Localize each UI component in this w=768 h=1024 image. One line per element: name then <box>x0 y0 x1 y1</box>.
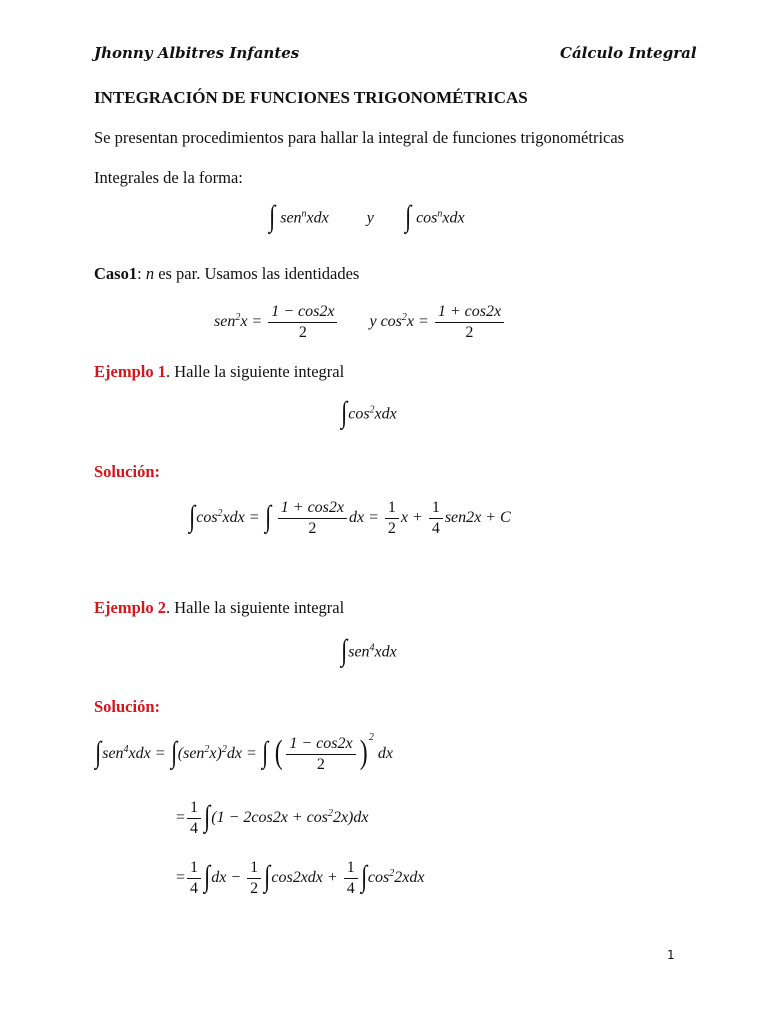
func-cos: cos <box>380 313 402 331</box>
author-header: Jhonny Albitres Infantes <box>94 44 300 62</box>
numerator: 1 <box>187 798 201 819</box>
exp-n: n <box>437 208 443 220</box>
func-sen: sen <box>214 313 236 331</box>
course-header: Cálculo Integral <box>560 44 697 62</box>
term-c-rest: 2xdx <box>394 869 425 887</box>
func-cos: cos <box>367 869 390 887</box>
denominator: 2 <box>308 520 317 537</box>
solucion2-line3 <box>176 858 424 899</box>
body: (1 − 2cos2x + cos <box>211 809 328 827</box>
caso1-text: es par. Usamos las identidades <box>154 264 360 283</box>
caso1-label: Caso1 <box>94 264 138 283</box>
func-sen: sen <box>102 745 124 763</box>
caso1-var: n <box>145 264 155 283</box>
ejemplo1-text: . Halle la siguiente integral <box>165 362 345 381</box>
rest: xdx = <box>128 745 166 763</box>
dx-equals: dx = <box>226 745 257 763</box>
page-title: INTEGRACIÓN DE FUNCIONES TRIGONOMÉTRICAS <box>94 88 528 107</box>
func-cos: cos <box>196 509 218 527</box>
conj-y: y <box>366 209 374 227</box>
fraction-half <box>385 498 399 539</box>
fraction <box>278 498 347 539</box>
integral-sign: ∫ <box>404 200 412 233</box>
diff-xdx: xdx <box>442 209 465 227</box>
term-a: dx − <box>211 869 242 887</box>
denominator: 4 <box>346 880 355 897</box>
form-label: Integrales de la forma: <box>94 168 243 187</box>
solucion2-line2 <box>176 798 368 839</box>
integral-sign: ∫ <box>264 859 271 893</box>
x-equals: x = <box>240 313 263 331</box>
fraction <box>268 302 337 343</box>
solucion2-label: Solución: <box>94 697 161 716</box>
exp: 2 <box>389 867 395 879</box>
lhs-rest: xdx = <box>222 509 260 527</box>
x-equals: x = <box>406 313 429 331</box>
denominator: 4 <box>190 820 199 837</box>
integral-sign: ∫ <box>264 499 271 533</box>
numerator: 1 + cos2x <box>278 498 347 519</box>
integral-sign: ∫ <box>261 735 268 769</box>
term-b: cos2xdx + <box>271 869 338 887</box>
tail: sen2x + C <box>444 509 511 527</box>
exp: 2 <box>368 731 374 743</box>
numerator: 1 <box>187 858 201 879</box>
solucion1-equation <box>188 498 511 539</box>
exp-n: n <box>301 208 307 220</box>
numerator: 1 <box>385 498 399 519</box>
dx-equals: dx = <box>349 509 379 527</box>
diff-xdx: xdx <box>374 405 397 423</box>
exp: 2 <box>327 807 333 819</box>
denominator: 4 <box>190 880 199 897</box>
numerator: 1 − cos2x <box>268 302 337 323</box>
form-equation <box>268 200 465 234</box>
equals: = <box>176 809 186 827</box>
intro-text: Se presentan procedimientos para hallar la integral de funciones trigonométricas <box>94 128 625 147</box>
numerator: 1 <box>247 858 261 879</box>
func-sen: sen <box>348 643 370 661</box>
denominator: 2 <box>387 520 396 537</box>
fraction <box>435 302 504 343</box>
dx: dx <box>377 745 393 763</box>
diff-xdx: xdx <box>306 209 329 227</box>
x-plus: x + <box>400 509 423 527</box>
denominator: 4 <box>431 520 440 537</box>
fraction-quarter <box>429 498 443 539</box>
ejemplo2-line <box>94 598 344 618</box>
numerator: 1 + cos2x <box>435 302 504 323</box>
conj-y: y <box>369 313 377 331</box>
equals: = <box>176 869 186 887</box>
ejemplo1-line <box>94 362 344 382</box>
ejemplo2-text: . Halle la siguiente integral <box>165 598 345 617</box>
fraction <box>187 858 201 899</box>
integral-sign: ∫ <box>269 200 276 233</box>
integral-sign: ∫ <box>189 499 196 533</box>
right-paren: ) <box>359 733 368 771</box>
exp: 4 <box>123 743 129 755</box>
integral-sign: ∫ <box>204 799 211 833</box>
denominator: 2 <box>250 880 259 897</box>
exp: 2 <box>221 743 227 755</box>
fraction <box>344 858 358 899</box>
solucion1-label: Solución: <box>94 462 161 481</box>
integral-sign: ∫ <box>204 859 211 893</box>
fraction <box>286 734 355 775</box>
ejemplo2-label: Ejemplo 2 <box>94 598 166 617</box>
ejemplo1-label: Ejemplo 1 <box>94 362 166 381</box>
integral-sign: ∫ <box>341 634 348 667</box>
integral-sign: ∫ <box>170 735 177 769</box>
fraction <box>247 858 261 899</box>
denominator: 2 <box>465 324 474 341</box>
denominator: 2 <box>298 324 307 341</box>
integral-sign: ∫ <box>341 396 348 429</box>
ejemplo2-integral <box>340 634 397 668</box>
exp-2: 2 <box>235 311 241 323</box>
integral-sign: ∫ <box>95 735 102 769</box>
page-number: 1 <box>667 948 675 962</box>
integral-sign: ∫ <box>360 859 367 893</box>
solucion2-line1 <box>94 731 393 775</box>
denominator: 2 <box>316 756 325 773</box>
exp: 2 <box>369 404 375 416</box>
func-cos: cos <box>416 209 438 227</box>
exp-2: 2 <box>401 311 407 323</box>
func-sen: sen <box>280 209 302 227</box>
body-end: 2x)dx <box>332 809 369 827</box>
numerator: 1 <box>344 858 358 879</box>
exp: 4 <box>369 642 375 654</box>
fraction <box>187 798 201 839</box>
ejemplo1-integral <box>340 396 397 430</box>
paren-sen: (sen <box>177 745 205 763</box>
x-close: x) <box>209 745 222 763</box>
numerator: 1 <box>429 498 443 519</box>
exp: 2 <box>204 743 210 755</box>
diff-xdx: xdx <box>374 643 397 661</box>
caso1-line: Caso1: n es par. Usamos las identidades <box>94 264 360 283</box>
exp: 2 <box>217 507 223 519</box>
identities-equation <box>214 302 506 343</box>
numerator: 1 − cos2x <box>286 734 355 755</box>
func-cos: cos <box>348 405 370 423</box>
left-paren: ( <box>274 733 283 771</box>
